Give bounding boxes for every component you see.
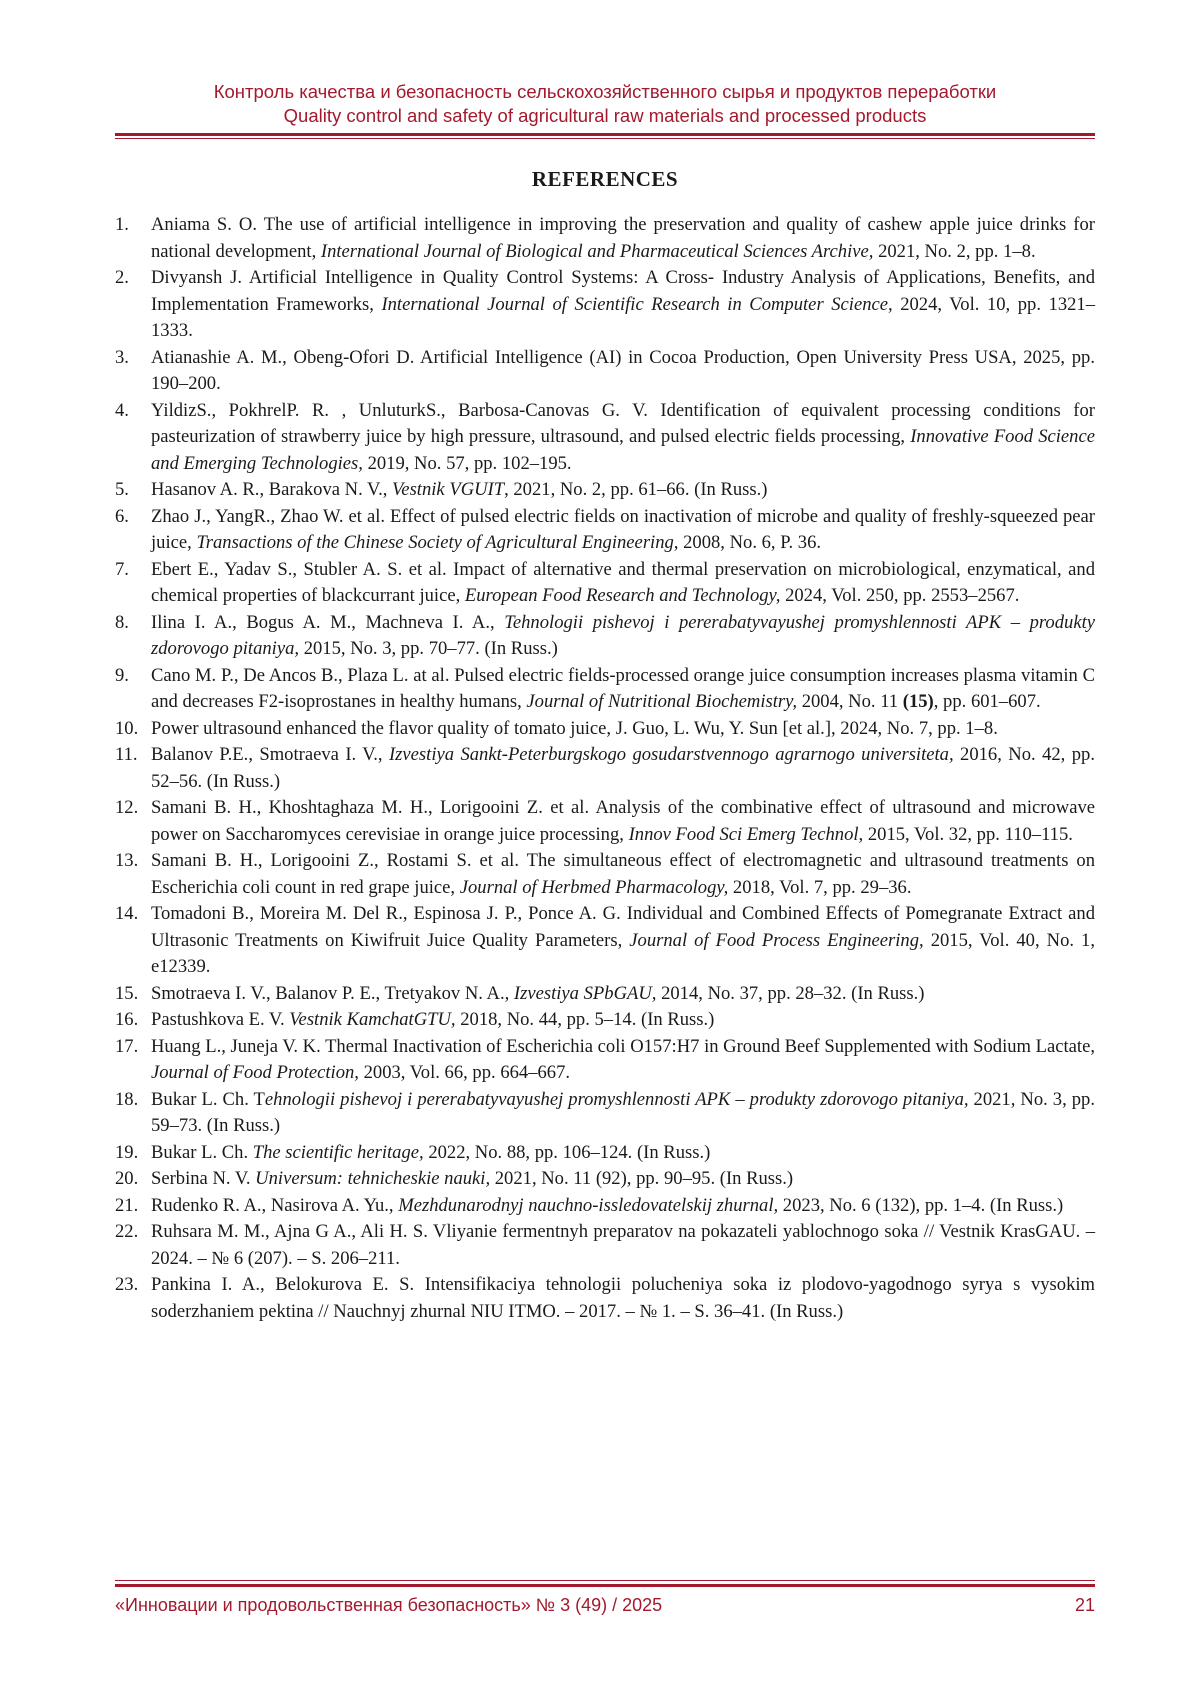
reference-item	[115, 1193, 1095, 1220]
reference-segment: 2003, Vol. 66, pp. 664–667.	[358, 1062, 571, 1083]
reference-source-title: Mezhdunarodnyj nauchno-issledovatelskij zhurnal,	[398, 1194, 779, 1216]
reference-number: 15.	[115, 982, 139, 1004]
reference-text	[151, 1166, 1095, 1193]
reference-number: 14.	[115, 903, 139, 924]
reference-segment: Hasanov A. R., Barakova N. V.,	[151, 479, 393, 500]
reference-item	[115, 848, 1095, 901]
reference-text	[151, 1087, 1095, 1140]
reference-segment: 2008, No. 6, P. 36.	[678, 532, 822, 553]
reference-segment: , 2021, No. 2, pp. 61–66. (In Russ.)	[504, 479, 768, 500]
reference-number: 12.	[115, 797, 139, 818]
header-title-en: Quality control and safety of agricultural raw materials and processed products	[283, 105, 927, 126]
reference-segment: Samani B. H., Lorigooini Z., Rostami S. et al. The simultaneous effect of electromagnetic and ultrasound treatments on Escherichia coli count in red grape juice,	[151, 850, 1095, 898]
running-footer	[115, 1594, 1095, 1616]
reference-item	[115, 398, 1095, 478]
reference-segment: Zhao J., YangR., Zhao W. et al. Effect of pulsed electric fields on inactivation of microbe and quality of freshly-squeezed pear juice,	[151, 505, 1095, 553]
reference-number: 7.	[115, 558, 129, 580]
reference-text	[151, 265, 1095, 345]
reference-segment: Ruhsara M. M., Ajna G A., Ali H. S. Vliyanie fermentnyh preparatov na pokazateli yablochnogo soka // Vestnik KrasGAU. – 2024. – № 6 (207). – S. 206–211.	[151, 1221, 1095, 1269]
reference-segment: 2015, Vol. 32, pp. 110–115.	[863, 823, 1073, 845]
reference-item	[115, 1272, 1095, 1325]
reference-item	[115, 1219, 1095, 1272]
reference-item	[115, 901, 1095, 981]
reference-source-title: Vestnik KamchatGTU,	[289, 1009, 456, 1030]
reference-text	[151, 557, 1095, 610]
reference-segment: Power ultrasound enhanced the flavor quality of tomato juice, J. Guo, L. Wu, Y. Sun [et al.], 2024, No. 7, pp. 1–8.	[151, 717, 998, 739]
reference-text	[151, 901, 1095, 981]
reference-segment: Smotraeva I. V., Balanov P. E., Tretyakov N. A.,	[151, 982, 514, 1004]
reference-segment: 2018, No. 44, pp. 5–14. (In Russ.)	[455, 1009, 715, 1030]
reference-text	[151, 795, 1095, 848]
reference-item	[115, 212, 1095, 265]
reference-number: 10.	[115, 717, 139, 739]
reference-number: 19.	[115, 1141, 139, 1163]
reference-segment: 2004, No. 11	[797, 691, 903, 712]
reference-source-title: Journal of Herbmed Pharmacology,	[459, 876, 729, 898]
reference-segment: Atianashie A. M., Obeng-Ofori D. Artificial Intelligence (AI) in Cocoa Production, Open University Press USA, 2025, pp. 190–200.	[151, 346, 1095, 394]
reference-item	[115, 557, 1095, 610]
header-title-ru: Контроль качества и безопасность сельскохозяйственного сырья и продуктов переработки	[213, 81, 997, 102]
reference-item	[115, 981, 1095, 1008]
header-rule-thick	[115, 133, 1095, 136]
reference-text	[151, 663, 1095, 716]
reference-segment: 2014, No. 37, pp. 28–32. (In Russ.)	[656, 982, 925, 1004]
reference-segment: Balanov P.E., Smotraeva I. V.,	[151, 744, 389, 765]
footer-journal: «Инновации и продовольственная безопасность» № 3 (49) / 2025	[115, 1595, 663, 1615]
reference-segment: 2023, No. 6 (132), pp. 1–4. (In Russ.)	[778, 1194, 1064, 1216]
reference-source-title: Innov Food Sci Emerg Technol,	[628, 823, 864, 845]
reference-source-title: Universum: tehnicheskie nauki,	[255, 1168, 491, 1189]
reference-segment: Bukar L. Ch. T	[151, 1088, 265, 1110]
reference-source-title: International Journal of Biological and Pharmaceutical Sciences Archive,	[320, 240, 874, 262]
reference-segment: Huang L., Juneja V. K. Thermal Inactivation of Escherichia coli O157:H7 in Ground Beef Supplemented with Sodium Lactate,	[151, 1035, 1095, 1057]
reference-segment: 2021, No. 2, pp. 1–8.	[873, 240, 1036, 262]
reference-text	[151, 1007, 1095, 1034]
page-number: 21	[1074, 1595, 1095, 1615]
reference-item	[115, 742, 1095, 795]
reference-segment: 2018, Vol. 7, pp. 29–36.	[728, 876, 912, 898]
reference-segment: Divyansh J. Artificial Intelligence in Quality Control Systems: A Cross- Industry Analysis of Applications, Benefits, and Implementation Frameworks,	[151, 267, 1095, 315]
footer-rule-thin	[115, 1580, 1095, 1581]
reference-number: 8.	[115, 611, 129, 633]
reference-number: 6.	[115, 505, 129, 527]
reference-text	[151, 1193, 1095, 1220]
reference-number: 11.	[115, 744, 138, 765]
reference-segment: Tomadoni B., Moreira M. Del R., Espinosa J. P., Ponce A. G. Individual and Combined Effects of Pomegranate Extract and Ultrasonic Treatments on Kiwifruit Juice Quality Parameters,	[151, 903, 1095, 951]
reference-segment: 2024, Vol. 250, pp. 2553–2567.	[780, 585, 1020, 606]
reference-number: 23.	[115, 1274, 139, 1295]
reference-source-title: Tehnologii pishevoj i pererabatyvayushej promyshlennosti APK – produkty zdorovogo pitaniya,	[151, 611, 1095, 659]
reference-source-title: European Food Research and Technology,	[464, 585, 781, 606]
reference-item	[115, 716, 1095, 743]
reference-segment: Rudenko R. A., Nasirova A. Yu.,	[151, 1194, 399, 1216]
reference-text	[151, 1034, 1095, 1087]
reference-item	[115, 504, 1095, 557]
reference-number: 4.	[115, 399, 129, 421]
reference-number: 2.	[115, 267, 129, 288]
reference-segment: 2016, No. 42, pp. 52–56. (In Russ.)	[151, 744, 1095, 792]
reference-number: 1.	[115, 214, 129, 235]
reference-number: 21.	[115, 1194, 139, 1216]
reference-source-title: Journal of Food Protection,	[151, 1062, 359, 1083]
reference-segment: 2021, No. 3, pp. 59–73. (In Russ.)	[151, 1088, 1095, 1136]
reference-segment: Aniama S. O. The use of artificial intelligence in improving the preservation and quality of cashew apple juice drinks for national development,	[151, 214, 1095, 262]
footer-rule-thick	[115, 1584, 1095, 1587]
reference-item	[115, 663, 1095, 716]
reference-source-title: Innovative Food Science and Emerging Technologies,	[151, 426, 1095, 474]
reference-item	[115, 265, 1095, 345]
reference-text	[151, 1272, 1095, 1325]
reference-segment: Serbina N. V.	[151, 1168, 256, 1189]
reference-source-title: Izvestiya Sankt-Peterburgskogo gosudarstvennogo agrarnogo universiteta,	[388, 744, 954, 765]
reference-text	[151, 504, 1095, 557]
reference-number: 18.	[115, 1088, 139, 1110]
reference-segment: Ilina I. A., Bogus A. M., Machneva I. A.,	[151, 611, 505, 633]
reference-segment: 2015, No. 3, pp. 70–77. (In Russ.)	[299, 638, 558, 659]
reference-segment: 2022, No. 88, pp. 106–124. (In Russ.)	[423, 1141, 711, 1163]
reference-segment: , pp. 601–607.	[933, 691, 1041, 712]
reference-segment: 2024, Vol. 10, pp. 1321–1333.	[151, 293, 1096, 341]
reference-item	[115, 345, 1095, 398]
reference-source-title: Transactions of the Chinese Society of Agricultural Engineering,	[196, 532, 679, 553]
reference-source-title: International Journal of Scientific Research in Computer Science,	[381, 293, 893, 315]
reference-source-title: Journal of Nutritional Biochemistry,	[526, 691, 798, 712]
reference-segment: Pankina I. A., Belokurova E. S. Intensifikaciya tehnologii polucheniya soka iz plodovo-yagodnogo syrya s vysokim soderzhaniem pektina // Nauchnyj zhurnal NIU ITMO. – 2017. – № 1. – S. 36–41. (In Russ.)	[151, 1274, 1095, 1322]
reference-text	[151, 848, 1095, 901]
reference-segment: Cano M. P., De Ancos B., Plaza L. at al. Pulsed electric fields-processed orange juice consumption increases plasma vitamin C and decreases F2-isoprostanes in healthy humans,	[151, 664, 1095, 712]
reference-text	[151, 477, 1095, 504]
reference-text	[151, 742, 1095, 795]
section-title: REFERENCES	[531, 167, 679, 191]
reference-source-title: The scientific heritage,	[252, 1141, 424, 1163]
reference-item	[115, 610, 1095, 663]
reference-item	[115, 1166, 1095, 1193]
reference-list	[115, 212, 1095, 1325]
reference-segment: YildizS., PokhrelP. R. , UnluturkS., Barbosa-Canovas G. V. Identification of equivalent processing conditions for pasteurization of strawberry juice by high pressure, ultrasound, and pulsed electric fields processing,	[151, 399, 1095, 447]
reference-number: 3.	[115, 346, 129, 368]
reference-number: 22.	[115, 1221, 139, 1242]
reference-item	[115, 795, 1095, 848]
reference-text	[151, 1219, 1095, 1272]
reference-segment: 2021, No. 11 (92), pp. 90–95. (In Russ.)	[490, 1168, 794, 1189]
reference-source-title: Vestnik VGUIT	[392, 479, 505, 500]
running-header	[115, 80, 1095, 128]
reference-source-title: ehnologii pishevoj i pererabatyvayushej promyshlennosti APK – produkty zdorovogo pitaniya,	[264, 1088, 969, 1110]
reference-number: 16.	[115, 1009, 139, 1030]
reference-number: 5.	[115, 479, 129, 500]
reference-number: 9.	[115, 664, 129, 686]
reference-source-title: Journal of Food Process Engineering	[629, 929, 920, 951]
reference-segment: , 2015, Vol. 40, No. 1, e12339.	[151, 929, 1095, 977]
reference-item	[115, 1087, 1095, 1140]
reference-segment: Samani B. H., Khoshtaghaza M. H., Lorigooini Z. et al. Analysis of the combinative effect of ultrasound and microwave power on Saccharomyces cerevisiae in orange juice processing,	[151, 797, 1095, 845]
header-rule-thin	[115, 138, 1095, 139]
reference-segment: (15)	[902, 691, 934, 712]
reference-segment: Ebert E., Yadav S., Stubler A. S. et al. Impact of alternative and thermal preservation on microbiological, enzymatical, and chemical properties of blackcurrant juice,	[151, 558, 1095, 606]
reference-segment: Bukar L. Ch.	[151, 1141, 253, 1163]
reference-text	[151, 1140, 1095, 1167]
reference-text	[151, 212, 1095, 265]
reference-segment: Pastushkova E. V.	[151, 1009, 290, 1030]
reference-item	[115, 1007, 1095, 1034]
reference-number: 13.	[115, 850, 139, 871]
reference-text	[151, 716, 1095, 743]
reference-number: 17.	[115, 1035, 139, 1057]
reference-item	[115, 1034, 1095, 1087]
reference-text	[151, 981, 1095, 1008]
reference-segment: 2019, No. 57, pp. 102–195.	[362, 452, 572, 474]
reference-source-title: Izvestiya SPbGAU,	[513, 982, 657, 1004]
reference-text	[151, 398, 1095, 478]
reference-item	[115, 1140, 1095, 1167]
reference-text	[151, 345, 1095, 398]
reference-text	[151, 610, 1095, 663]
reference-item	[115, 477, 1095, 504]
reference-number: 20.	[115, 1168, 139, 1189]
